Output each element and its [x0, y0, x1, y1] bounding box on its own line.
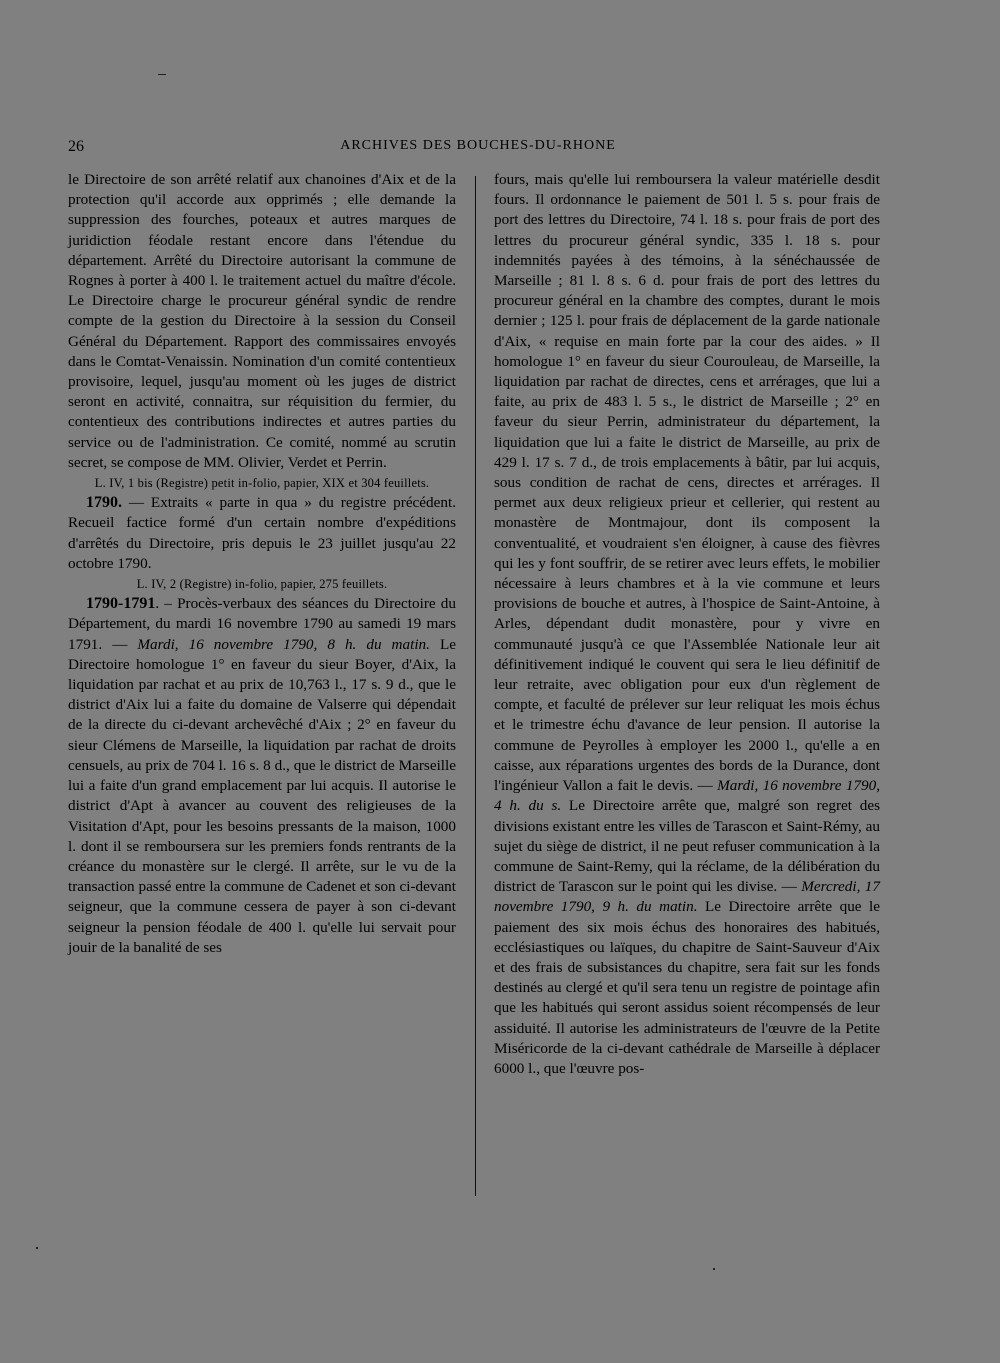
continued-paragraph: le Directoire de son arrêté relatif aux chanoines d'Aix et de la protection qu'il accorde aux opprimés ; elle demande la suppression des fourches, poteaux et autres marques de juridiction féodale restant encore dans l'étendue du département. Arrêté du Directoire autorisant la commune de Rognes à porter à 400 l. le traitement actuel du maître d'école. Le Directoire charge le procureur général syndic de rendre compte de la gestion du Directoire à la session du Conseil Général du Département. Rapport des commissaires envoyés dans le Comtat-Venaissin. Nomination d'un comité contentieux provisoire, lequel, jusqu'au moment où les juges de district seront en activité, connaitra, sur réquisition du fermier, du contentieux des contributions indirectes et autres parties du service ou de l'administration. Ce comité, nommé au scrutin secret, se compose de MM. Olivier, Verdet et Perrin. [68, 171, 456, 471]
entry-1 [68, 493, 456, 574]
scan-speck [158, 74, 166, 75]
archive-reference-2: L. IV, 2 (Registre) in-folio, papier, 275 feuillets. [136, 577, 388, 592]
entry-2-text-a: . – Procès-verbaux des séances du Directoire du Département, du mardi 16 novembre 1790 au samedi 19 mars 1791. — [68, 595, 456, 653]
right-text-a: fours, mais qu'elle lui remboursera la valeur matérielle desdit fours. Il ordonnance le paiement de 501 l. 5 s. pour frais de port des lettres du Directoire, 74 l. 18 s. pour frais de port des lettres du procureur général syndic, 335 l. 18 s. pour indemnités payées à des témoins, à la sénéchaussée de Marseille ; 81 l. 8 s. 6 d. pour frais de port des lettres du procureur général en la chambre des comptes, durant le mois dernier ; 125 l. pour frais de déplacement de la garde nationale d'Aix, « requise en main forte par la cour des aides. » Il homologue 1° en faveur du sieur Courouleau, de Marseille, la liquidation par rachat de directes, cens et arrérages, que lui a faite, au prix de 483 l. 5 s., le district de Marseille ; 2° en faveur du sieur Perrin, administrateur du département, la liquidation que lui a faite le district de Marseille, au prix de 429 l. 17 s. 7 d., de trois emplacements à bâtir, par lui acquis, sous condition de rachat de cens, directes et arrérages. Il permet aux deux religieux prieur et cellerier, qui restent au monastère de Montmajour, dont ils composent la conventualité, et voudraient s'en éloigner, à cause des fièvres qui les y font souffrir, de se retirer avec leurs effets, le mobilier nécessaire à leurs chambres et à la vie commune et leurs provisions de bouche et autres, à l'hospice de Saint-Antoine, à Arles, dépendant dudit monastère, pour y vivre en communauté jusqu'à ce que l'Assemblée Nationale leur ait définitivement indiqué le couvent qui sera le lieu définitif de leur retraite, avec obligation pour eux d'un règlement de compte, et faculté de prélever sur leur reliquat les mois échus et le trimestre échu d'avance de leur pension. Il autorise la commune de Peyrolles à employer les 2000 l., qu'elle a en caisse, aux réparations urgentes des bords de la Durance, dont l'ingénieur Vallon a fait le devis. — [494, 171, 880, 795]
scan-speck [36, 1247, 38, 1249]
right-text-c: Le Directoire arrête que le paiement des six mois échus des honoraires des habitués, ecclésiastiques ou laïques, du chapitre de Saint-Sauveur d'Aix et des frais de subsistances du chapitre, sera fait sur les fonds destinés au clergé et qu'il sera tenu un registre de pointage afin que les habitués qui seront assidus soient récompensés de leur assiduité. Il autorise les administrateurs de l'œuvre de la Petite Miséricorde de la ci-devant cathédrale de Marseille à déplacer 6000 l., que l'œuvre pos- [494, 898, 880, 1077]
right-column [494, 170, 880, 1079]
entry-1-text: — Extraits « parte in qua » du registre précédent. Recueil factice formé d'un certain nombre d'expéditions d'arrêtés du Directoire, pris depuis le 23 juillet jusqu'au 22 octobre 1790. [68, 494, 456, 572]
entry-1-date: 1790. [86, 494, 122, 512]
right-paragraph [494, 170, 880, 1079]
archive-reference-1: L. IV, 1 bis (Registre) petit in-folio, papier, XIX et 304 feuillets. [94, 476, 430, 491]
page-number: 26 [68, 138, 84, 155]
session-date-a: Mardi, 16 novembre 1790, 4 h. du s. [494, 777, 880, 815]
right-text-b: Le Directoire arrête que, malgré son regret des divisions existant entre les villes de Tarascon et Saint-Rémy, au sujet du siège de district, il ne peut refuser communication à la commune de Saint-Remy, qui la réclame, de la délibération du district de Tarascon sur le point qui les divise. — [494, 797, 880, 896]
entry-2-session-date: Mardi, 16 novembre 1790, 8 h. du matin. [137, 635, 430, 653]
left-column [68, 170, 456, 958]
running-title: ARCHIVES DES BOUCHES-DU-RHONE [340, 138, 616, 153]
entry-2-text-b: Le Directoire homologue 1° en faveur du sieur Boyer, d'Aix, la liquidation par rachat et au prix de 10,763 l., 17 s. 9 d., que le district d'Aix lui a faite du domaine de Valserre qui dépendait de la directe du ci-devant archevêché d'Aix ; 2° en faveur du sieur Clémens de Marseille, la liquidation par rachat de droits censuels, au prix de 704 l. 16 s. 8 d., que le district de Marseille lui a faite d'un grand emplacement par lui acquis. Il autorise le district d'Apt à avancer au couvent des religieuses de la Visitation d'Apt, pour les besoins pressants de la maison, 1000 l. dont il se remboursera sur les premiers fonds rentrants de la créance du monastère sur le clergé. Il arrête, sur le vu de la transaction passé entre la commune de Cadenet et son ci-devant seigneur, que la commune cessera de payer à son ci-devant seigneur la pension féodale de 400 l. qu'elle lui servait pour jouir de la banalité de ses [68, 635, 456, 956]
page-header [68, 138, 888, 162]
entry-2-date: 1790-1791 [86, 595, 156, 613]
entry-2 [68, 594, 456, 958]
column-divider [475, 176, 476, 1196]
scan-speck [713, 1268, 715, 1270]
session-date-b: Mercredi, 17 novembre 1790, 9 h. du matin. [494, 878, 880, 916]
